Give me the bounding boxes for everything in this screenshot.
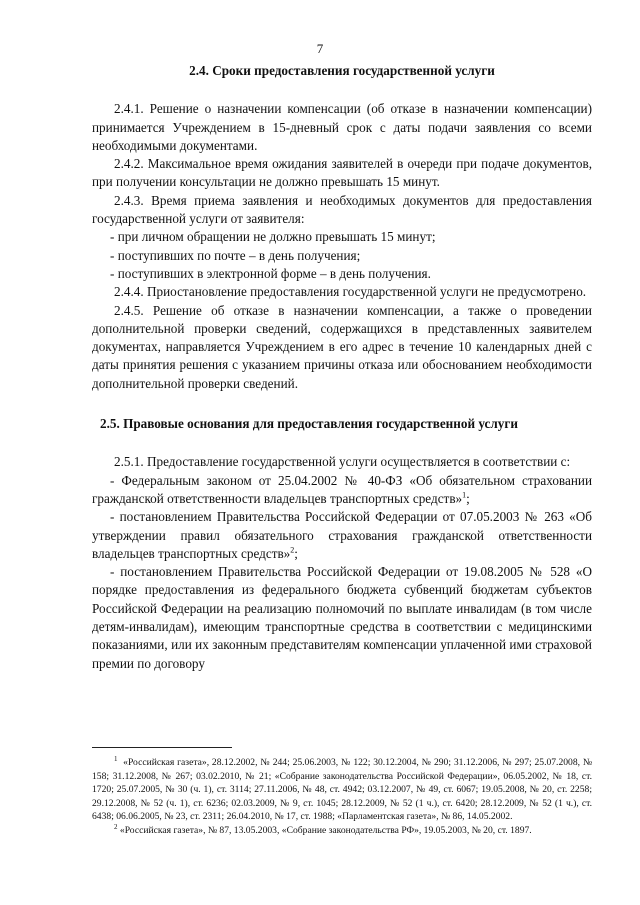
footnote-text: «Российская газета», № 87, 13.05.2003, «Собрание законодательства РФ», 19.05.2003, № 20, ст. 1897.: [119, 824, 532, 836]
punctuation: ;: [294, 545, 298, 561]
paragraph-2-4-2: 2.4.2. Максимальное время ожидания заявителей в очереди при подаче документов, при получении консультации не должно превышать 15 минут.: [92, 156, 592, 190]
footnote-text: «Российская газета», 28.12.2002, № 244; 25.06.2003, № 122; 30.12.2004, № 290; 31.12.2006, № 297; 25.07.2008, № 158; 31.12.2008, № 267; 03.02.2010, № 21; «Собрание законодательства Российской Федерации», 06.05.2002, № 18, ст. 1720; 25.07.2005, № 30 (ч. 1), ст. 3114; 27.11.2006, № 48, ст. 4942; 03.12.2007, № 49, ст. 6067; 19.05.2008, № 20, ст. 2258; 29.12.2008, № 52 (ч. 1), ст. 6236; 02.03.2009, № 9, ст. 1045; 28.12.2009, № 52 (1 ч.), ст. 6420; 28.12.2009, № 52 (1 ч.), ст. 6438; 06.06.2005, № 23, ст. 2311; 26.04.2010, № 17, ст. 1988; «Парламентская газета», № 86, 14.05.2002.: [92, 757, 593, 823]
paragraph-2-4-3: 2.4.3. Время приема заявления и необходимых документов для предоставления государственной услуги от заявителя:: [92, 192, 592, 227]
footnote-1: [92, 756, 592, 824]
list-item: - поступивших в электронной форме – в день получения.: [110, 265, 431, 281]
paragraph-2-5-1: 2.5.1. Предоставление государственной услуги осуществляется в соответствии с:: [114, 454, 571, 470]
footnote-2: [92, 824, 592, 838]
list-item: - поступивших по почте – в день получения;: [110, 247, 361, 263]
legal-reference-text: - постановлением Правительства Российской Федерации от 07.05.2003 № 263 «Об утверждении правил обязательного страхования гражданской ответственности владельцев транспортных средств»: [92, 509, 592, 561]
footnote-ref[interactable]: 1: [462, 490, 467, 500]
paragraph-2-4-4: 2.4.4. Приостановление предоставления государственной услуги не предусмотрено.: [114, 284, 587, 300]
legal-reference-1: [92, 472, 592, 509]
footnote-mark: 1: [114, 754, 118, 763]
paragraph-2-4-5: 2.4.5. Решение об отказе в назначении компенсации, а также о проведении дополнительной проверки сведений, содержащихся в представленных заявителем документах, направляется Учреждением в его адрес в течение 10 календарных дней с даты принятия решения с указанием причины отказа или обоснованием необходимости дополнительной проверки сведений.: [92, 302, 592, 391]
page-number: 7: [316, 41, 324, 56]
footnote-ref[interactable]: 2: [290, 545, 295, 555]
punctuation: ;: [466, 490, 470, 506]
legal-reference-3: - постановлением Правительства Российской Федерации от 19.08.2005 № 528 «О порядке предоставления из федерального бюджета субвенций бюджетам субъектов Российской Федерации на реализацию полномочий по выплате инвалидам (в том числе детям-инвалидам), имеющим транспортные средства в соответствии с медицинскими показаниями, или их законным представителям компенсации уплаченной ими страховой премии по договору: [92, 564, 592, 671]
list-item: - при личном обращении не должно превышать 15 минут;: [110, 229, 436, 245]
legal-reference-text: - Федеральным законом от 25.04.2002 № 40-ФЗ «Об обязательном страховании гражданской ответственности владельцев транспортных средств»: [92, 472, 592, 506]
section-heading-2-5: 2.5. Правовые основания для предоставления государственной услуги: [100, 416, 518, 432]
footnotes: [92, 747, 592, 838]
footnote-mark: 2: [114, 822, 118, 831]
section-heading-2-4: 2.4. Сроки предоставления государственной услуги: [189, 63, 495, 78]
footnote-divider: [92, 747, 232, 748]
document-body: [92, 62, 592, 673]
legal-reference-2: [92, 508, 592, 563]
paragraph-2-4-1: 2.4.1. Решение о назначении компенсации (об отказе в назначении компенсации) принимается Учреждением в 15-дневный срок с даты подачи заявления со всеми необходимыми документами.: [92, 101, 592, 153]
